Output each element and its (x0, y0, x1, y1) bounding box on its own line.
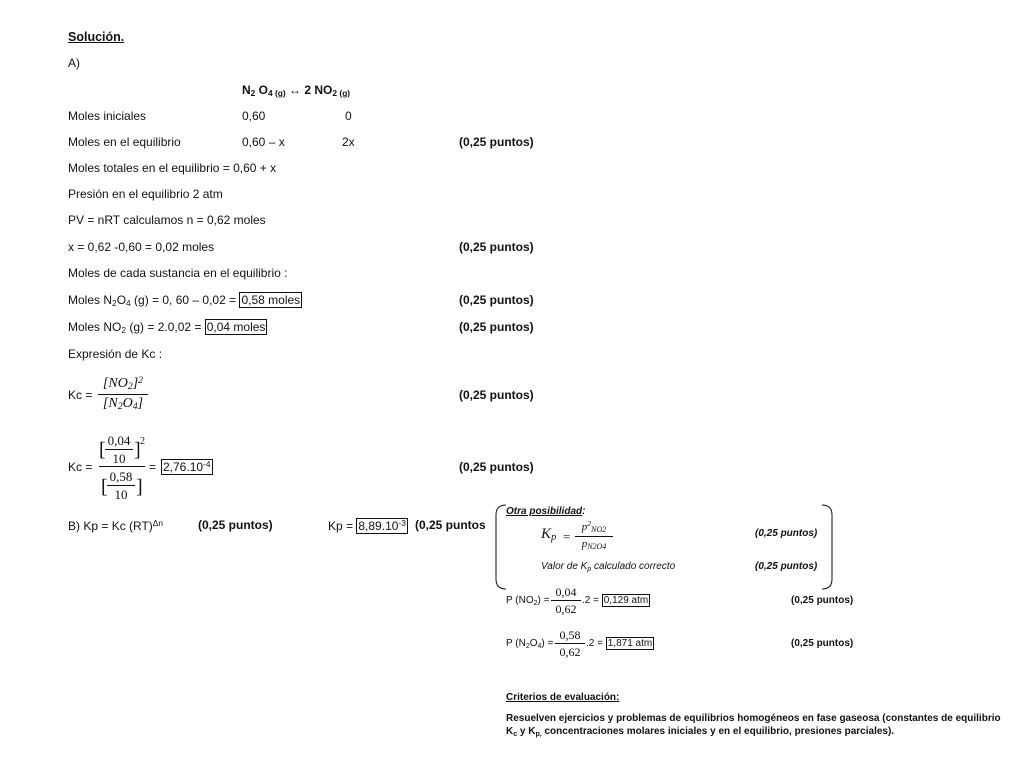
criterios-line-1: Resuelven ejercicios y problemas de equilibrios homogéneos en fase gaseosa (constantes de equilibrio (506, 713, 1001, 724)
part-a-label: A) (68, 56, 80, 70)
moles-n2o4-result: 0,58 moles (241, 293, 301, 307)
solution-heading: Solución. (68, 30, 125, 44)
moles-equilibrio-label: Moles en el equilibrio (68, 135, 181, 149)
part-b-line: B) Kp = Kc (RT)$^{\Delta n}$ (68, 518, 164, 533)
p-n2o4-result: .2 = 1,871 atm (586, 638, 653, 649)
moles-equilibrio-no2: 2x (342, 135, 355, 149)
moles-iniciales-label: Moles iniciales (68, 109, 147, 123)
x-value-line: x = 0,62 -0,60 = 0,02 moles (68, 240, 215, 254)
p-no2-fraction: 0,04 0,62 (551, 586, 581, 615)
valor-kp-line: Valor de $K_p$ calculado correcto (541, 561, 676, 573)
kc-main-fraction-bar (99, 466, 145, 467)
p-no2-points: (0,25 puntos) (791, 595, 854, 606)
points-6: (0,25 puntos) (459, 460, 534, 474)
expresion-kc-line: Expresión de Kc : (68, 347, 163, 361)
otra-posibilidad-title: Otra posibilidad: (506, 506, 586, 517)
moles-iniciales-no2: 0 (345, 109, 352, 123)
presion-line: Presión en el equilibrio 2 atm (68, 187, 223, 201)
points-4: (0,25 puntos) (459, 320, 534, 334)
kp-equals: = (563, 529, 571, 544)
p-n2o4-fraction: 0,58 0,62 (555, 629, 585, 658)
points-2: (0,25 puntos) (459, 240, 534, 254)
part-b-points: (0,25 puntos) (198, 518, 273, 532)
moles-no2-result: 0,04 moles (206, 320, 266, 334)
otra-points-2: (0,25 puntos) (755, 561, 818, 572)
criterios-title: Criterios de evaluación: (506, 692, 620, 703)
kp-symbol: $K_p$ (541, 526, 557, 543)
moles-no2-line: Moles $NO_2$ (g) = 2.0,02 = 0,04 moles (68, 320, 266, 335)
kc-result: $2,76.10^{-4}$ (163, 459, 211, 474)
kc-numeric-label: Kc = (68, 460, 93, 474)
page: Solución. A) $N_2$ $O_4$ $_{(g)}$ ↔ 2 $NO_2$ $_{(g)}$ Moles iniciales 0,60 0 Moles en el equilibrio 0,60 – x 2x (0,25 puntos) Moles totales en el equilibrio = 0,60 + x Presión en el equilibrio 2 atm PV = nRT calculamos n = 0,62 moles x = 0,62 -0,60 = 0,02 moles (0,25 puntos) Moles de cada sustancia en el equilibrio : Moles $N_2O_4$ (g) = 0, 60 – 0,02 = 0,58 moles (0,25 puntos) Moles $NO_2$ (g) = 2.0,02 = 0,04 moles (0,25 puntos) Expresión de Kc : Kc = $[NO_2]^2$ $[N_2O_4]$ (0,25 puntos) Kc = [ 0,04 10 ] 2 [ 0,58 10 ] = $2,76.10^{-4}$ (0,25 puntos) B) Kp = Kc (RT)$^{\Delta n}$ (0,25 puntos) $Kp = 8,89.10^{-3}$ (0,25 puntos Otra posibilidad: $K_p$ = $p^2_{NO2}$ $p_{N2O4}$ (0,25 puntos) Valor de $K_p$ calculado correcto (0,25 puntos) P $(NO_2)$ = 0,04 0,62 .2 = 0,129 atm (0,25 puntos) P $(N_2O_4)$ = 0,58 0,62 .2 = 1,871 atm (0,25 puntos) Criterios de evaluación: Resuelven ejercicios y problemas de equilibrios homogéneos en fase gaseosa (constantes de equilibrio $K_c$ y $K_{p,}$ concentraciones molares iniciales y en el equilibrio, presiones parciales). (68, 30, 1001, 738)
p-no2-label: P $(NO_2)$ = (506, 595, 550, 607)
reaction-equation: $N_2$ $O_4$ $_{(g)}$ ↔ 2 $NO_2$ $_{(g)}$ (242, 83, 351, 98)
moles-totales-line: Moles totales en el equilibrio = 0,60 + x (68, 161, 277, 175)
criterios-line-2: $K_c$ y $K_{p,}$ concentraciones molares iniciales y en el equilibrio, presiones parciales). (506, 726, 895, 738)
moles-iniciales-n2o4: 0,60 (242, 109, 266, 123)
points-5: (0,25 puntos) (459, 388, 534, 402)
kp-pressure-fraction: $p^2_{NO2}$ $p_{N2O4}$ (575, 520, 613, 551)
moles-equilibrio-n2o4: 0,60 – x (242, 135, 285, 149)
otra-points-1: (0,25 puntos) (755, 528, 818, 539)
points-1: (0,25 puntos) (459, 135, 534, 149)
kc-equals: = (149, 460, 157, 474)
kc-expression: $[NO_2]^2$ $[N_2O_4]$ (98, 376, 148, 412)
kp-points: (0,25 puntos (415, 518, 486, 532)
moles-cada-line: Moles de cada sustancia en el equilibrio : (68, 266, 288, 280)
points-3: (0,25 puntos) (459, 293, 534, 307)
kp-line: $Kp = 8,89.10^{-3}$ (328, 518, 406, 533)
p-n2o4-points: (0,25 puntos) (791, 638, 854, 649)
p-no2-result: .2 = 0,129 atm (582, 595, 649, 606)
pv-nrt-line: PV = nRT calculamos n = 0,62 moles (68, 213, 266, 227)
kc-label: Kc = (68, 388, 93, 402)
moles-n2o4-line: Moles $N_2O_4$ (g) = 0, 60 – 0,02 = 0,58 moles (68, 293, 301, 308)
p-n2o4-label: P $(N_2O_4)$ = (506, 638, 554, 650)
